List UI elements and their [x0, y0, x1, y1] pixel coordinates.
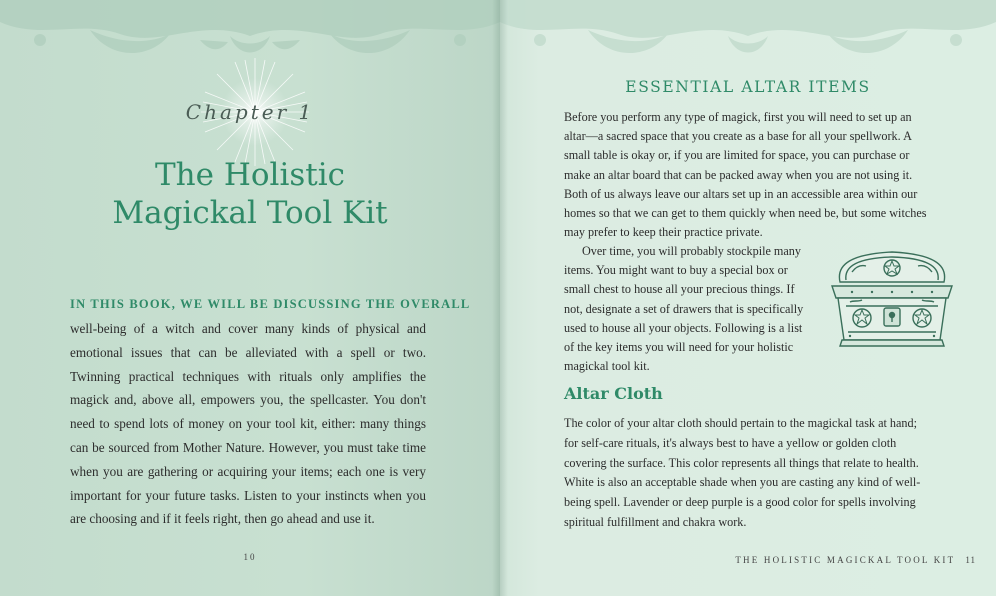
- chapter-title-line-2: Magickal Tool Kit: [112, 195, 388, 231]
- running-head-title: THE HOLISTIC MAGICKAL TOOL KIT: [735, 555, 956, 565]
- right-page: [500, 0, 996, 596]
- chapter-label: Chapter 1: [185, 100, 315, 124]
- chapter-title: [0, 156, 500, 232]
- page-number-left: 10: [243, 552, 257, 562]
- intro-lead-in: IN THIS BOOK, WE WILL BE DISCUSSING THE OVERALL: [70, 297, 471, 311]
- chapter-title-line-1: The Holistic: [154, 157, 345, 193]
- treasure-chest-illustration: [822, 240, 962, 352]
- intro-paragraph: well-being of a witch and cover many kinds of physical and emotional issues that can be alleviated with a spell or two. Twinning practical techniques with rituals only amplifies the magick and, above all, empowers you, the spellcaster. You don't need to spend lots of money on your tool kit, either: many things can be sourced from Mother Nature. However, you must take time when you are gathering or acquiring your items; each one is very important for your future tasks. Listen to your instincts when you are choosing and if it feels right, then go ahead and use it.: [70, 321, 426, 527]
- section-heading: ESSENTIAL ALTAR ITEMS: [625, 78, 871, 96]
- running-head: [500, 555, 976, 565]
- floral-header-ornament-right: [500, 0, 996, 64]
- stockpile-paragraph: [564, 242, 814, 376]
- page-number-right: 11: [965, 555, 976, 565]
- altar-setup-paragraph: Before you perform any type of magick, first you will need to set up an altar—a sacred space that you create as a base for all your spellwork. A small table is okay or, if you are limited for space, you can purchase or make an altar board that can be packed away when you are not using it. Both of us always leave our altars set up in an accessible area within our homes so that we can get to them quickly when need be, but some witches may prefer to keep their practice private.: [564, 110, 927, 240]
- altar-cloth-paragraph: The color of your altar cloth should pertain to the magickal task at hand; for self-care rituals, it's always best to have a yellow or golden cloth covering the surface. This color represents all things that relate to health. White is also an acceptable shade when you are casting any kind of well-being spell. Lavender or deep purple is a good color for spells involving spiritual fulfillment and chakra work.: [564, 416, 921, 529]
- stockpile-paragraph-text: Over time, you will probably stockpile many items. You might want to buy a special box or small chest to house all your precious things. If not, designate a set of drawers that is specifically used to house all your objects. Following is a list of the key items you will need for your holistic magickal tool kit.: [564, 244, 804, 374]
- altar-cloth-subheading: Altar Cloth: [564, 384, 663, 403]
